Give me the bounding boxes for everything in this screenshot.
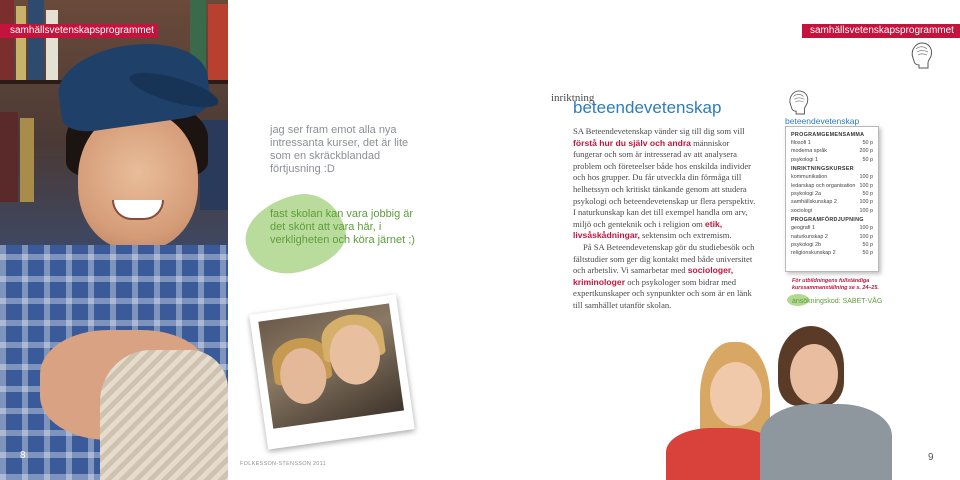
course-name: filosofi 1 xyxy=(791,140,811,146)
sidebar-title: beteendevetenskap xyxy=(785,116,860,126)
body-text xyxy=(573,126,759,312)
course-points: 100 p xyxy=(859,207,873,214)
boy-face xyxy=(78,110,198,250)
course-points: 50 p xyxy=(862,156,873,163)
quote-student-1: jag ser fram emot alla nya intressanta kurser, det är lite som en skräckblandad förtjusning :D xyxy=(270,124,409,175)
page-title: beteendevetenskap xyxy=(573,98,722,117)
course-group-heading: INRIKTNINGSKURSER xyxy=(791,166,854,173)
course-points: 50 p xyxy=(862,242,873,249)
course-points: 100 p xyxy=(859,182,873,189)
course-row xyxy=(791,139,873,147)
body-text-run: På SA Beteendevetenskap gör du studiebesök och fältstudier som ger dig kontakt med både universitet och arbetsliv. Vi samarbetar med xyxy=(573,241,755,276)
course-row xyxy=(791,224,873,232)
polaroid-photo xyxy=(249,294,414,449)
course-name: naturkunskap 2 xyxy=(791,233,828,240)
section-kicker: inriktning xyxy=(551,92,595,104)
girl-face xyxy=(710,362,762,426)
application-code: ansökningskod: SABET-VÅG xyxy=(792,298,883,305)
course-row xyxy=(791,241,873,249)
course-name: kommunikation xyxy=(791,174,828,181)
course-row xyxy=(791,249,873,257)
course-name: religionskunskap 2 xyxy=(791,250,836,257)
course-group-heading: PROGRAMFÖRDJUPNING xyxy=(791,217,864,224)
book-spine xyxy=(208,4,228,80)
course-row xyxy=(791,147,873,155)
highlight-text: sociologer, kriminologer xyxy=(573,265,734,287)
body-text-run: människor fungerar och som är intresserad av att analysera problem och företeelser både hos enskilda individer och hos grupper. Du får utveckla din förmåga till helhetssyn och kritiskt tänkande genom att studera psykologi och beteendevetenskap ur flera perspektiv. I naturkunskap kan det till exempel handla om arv, miljö och genteknik och i religion om xyxy=(573,137,756,229)
girl-face xyxy=(790,344,838,404)
book-spine xyxy=(16,6,26,80)
program-band-right: samhällsvetenskapsprogrammet xyxy=(802,24,960,38)
course-row xyxy=(791,207,873,215)
course-name: psykologi 1 xyxy=(791,156,818,163)
polaroid-image xyxy=(258,303,404,428)
photo-two-girls xyxy=(662,318,898,480)
course-points: 50 p xyxy=(862,250,873,257)
book-spine xyxy=(0,112,18,202)
course-points: 200 p xyxy=(859,148,873,155)
course-points: 50 p xyxy=(862,140,873,146)
course-row xyxy=(791,190,873,198)
course-points: 50 p xyxy=(862,191,873,198)
course-points: 100 p xyxy=(859,233,873,240)
girl-gray-top xyxy=(760,404,892,480)
course-group-heading: PROGRAMGEMENSAMMA xyxy=(791,132,865,138)
course-row xyxy=(791,198,873,206)
course-list-box xyxy=(785,126,879,272)
body-paragraph-2 xyxy=(573,242,759,312)
photo-boy-knitting xyxy=(0,0,228,480)
head-sketch-icon xyxy=(786,88,810,116)
course-row xyxy=(791,173,873,181)
course-points: 100 p xyxy=(859,199,873,206)
book-spine xyxy=(28,0,44,80)
footer-credit: FOLKESSON-STENSSON 2011 xyxy=(240,461,326,467)
curriculum-note: För utbildningens fullständiga kurssammanställning se s. 24–25. xyxy=(792,278,879,291)
course-row xyxy=(791,182,873,190)
program-band-left: samhällsvetenskapsprogrammet xyxy=(0,24,158,38)
course-row xyxy=(791,233,873,241)
course-points: 100 p xyxy=(859,174,873,181)
knitting-yarn xyxy=(100,350,228,480)
course-name: geografi 1 xyxy=(791,225,815,232)
course-name: samhällskunskap 2 xyxy=(791,199,837,206)
highlight-text: förstå hur du själv och andra xyxy=(573,137,691,148)
course-points: 100 p xyxy=(859,225,873,232)
body-text-run: och psykologer som bidrar med expertkunskaper och synpunkter och som är en länk till samhället utanför skolan. xyxy=(573,276,752,310)
course-name: psykologi 2a xyxy=(791,191,821,198)
body-text-run: sektensim och extremism. xyxy=(639,230,732,241)
page-number-left: 8 xyxy=(20,450,26,461)
body-paragraph-1 xyxy=(573,126,759,242)
head-sketch-icon xyxy=(908,40,934,70)
course-row xyxy=(791,156,873,164)
highlight-text: etik, livsåskådningar, xyxy=(573,218,723,241)
course-name: moderna språk xyxy=(791,148,827,155)
quote-student-2: fast skolan kan vara jobbig är det skönt att vara här, i verkligheten och köra järnet ;) xyxy=(270,208,415,246)
body-text-run: SA Beteendevetenskap vänder sig till dig som vill xyxy=(573,126,745,136)
book-spine xyxy=(0,0,14,80)
course-name: sociologi xyxy=(791,207,812,214)
book-spine xyxy=(46,10,58,80)
course-name: psykologi 2b xyxy=(791,242,821,249)
book-spine xyxy=(20,118,34,202)
page-number-right: 9 xyxy=(928,452,934,463)
course-name: ledarskap och organisation xyxy=(791,182,856,189)
